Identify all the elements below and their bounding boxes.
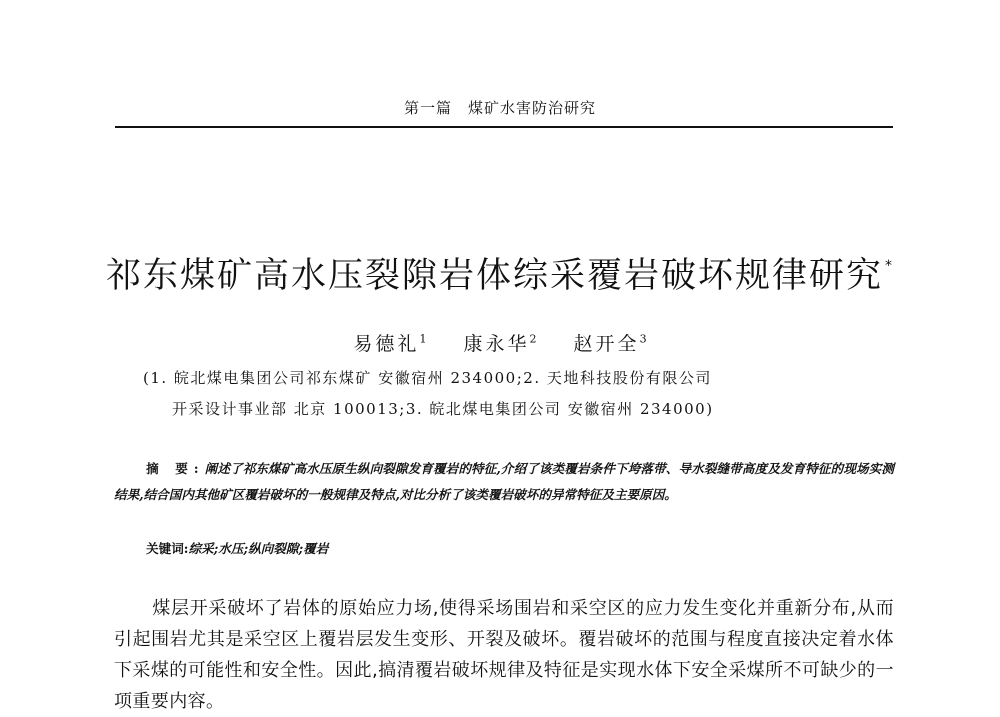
author-affiliation-mark: 2 xyxy=(529,332,537,346)
paper-title-text: 祁东煤矿高水压裂隙岩体综采覆岩破坏规律研究 xyxy=(105,256,883,296)
running-header-part: 第一篇 xyxy=(403,99,452,117)
running-header xyxy=(0,97,1000,118)
keywords-text: 综采;水压;纵向裂隙;覆岩 xyxy=(188,541,329,556)
keywords xyxy=(146,538,328,557)
author xyxy=(574,329,647,356)
abstract-text: 阐述了祁东煤矿高水压原生纵向裂隙发育覆岩的特征,介绍了该类覆岩条件下垮落带、导水裂缝带高度及发育特征的现场实测结果,结合国内其他矿区覆岩破坏的一般规律及特点,对比分析了该类覆岩破坏的异常特征及主要原因。 xyxy=(114,461,894,502)
author-name: 易德礼 xyxy=(353,333,420,355)
title-footnote-mark: * xyxy=(885,258,894,275)
abstract-label: 摘 要: xyxy=(146,461,205,476)
body-paragraph xyxy=(114,593,894,717)
author-affiliation-mark: 3 xyxy=(639,332,647,346)
affiliation-line-1: (1. 皖北煤电集团公司祁东煤矿 安徽宿州 234000;2. 天地科技股份有限公司 xyxy=(143,369,712,387)
author xyxy=(353,329,426,356)
author-name: 康永华 xyxy=(463,333,530,355)
paper-title xyxy=(0,248,1000,298)
running-header-section: 煤矿水害防治研究 xyxy=(468,99,597,117)
abstract xyxy=(114,456,894,508)
header-rule xyxy=(115,126,893,128)
author-affiliation-mark: 1 xyxy=(419,332,427,346)
author xyxy=(463,329,536,356)
affiliation-line-2: 开采设计事业部 北京 100013;3. 皖北煤电集团公司 安徽宿州 234000) xyxy=(172,400,714,418)
body-paragraph-text: 煤层开采破坏了岩体的原始应力场,使得采场围岩和采空区的应力发生变化并重新分布,从而引起围岩尤其是采空区上覆岩层发生变形、开裂及破坏。覆岩破坏的范围与程度直接决定着水体下采煤的可能性和安全性。因此,搞清覆岩破坏规律及特征是实现水体下安全采煤所不可缺少的一项重要内容。 xyxy=(114,598,894,712)
author-list xyxy=(0,329,1000,356)
keywords-label: 关键词: xyxy=(146,541,189,556)
author-name: 赵开全 xyxy=(573,333,640,355)
